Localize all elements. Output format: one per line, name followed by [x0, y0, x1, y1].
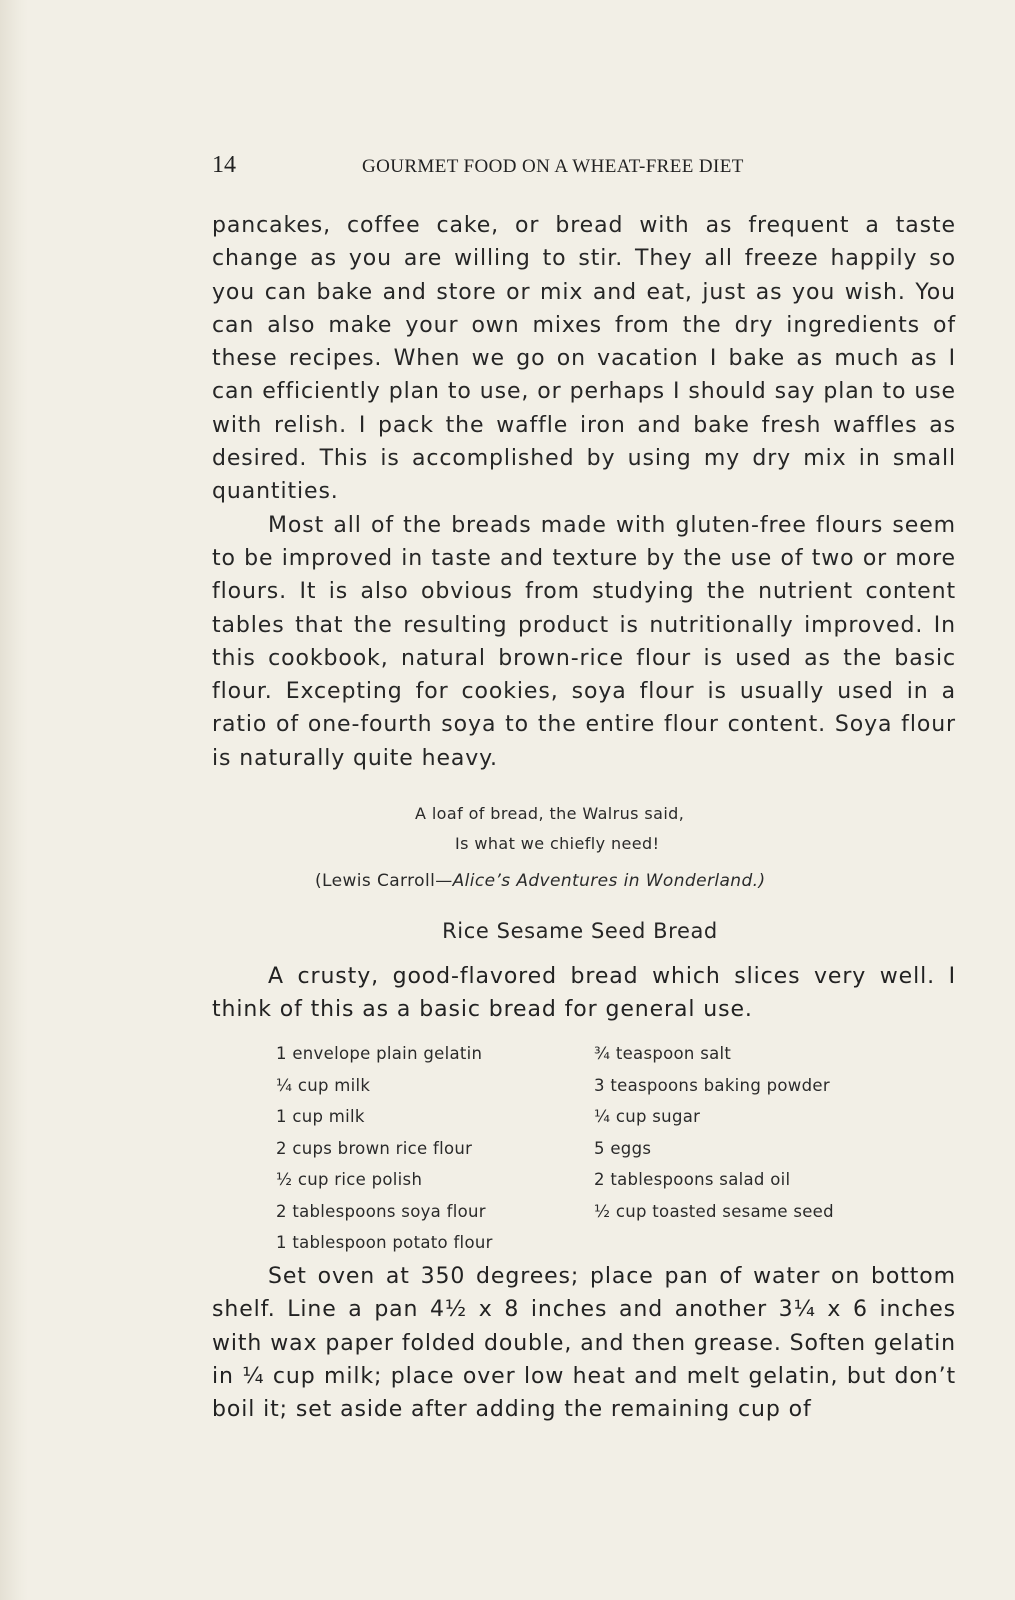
ingredient-item: ½ cup rice polish — [276, 1170, 423, 1189]
body-text — [212, 209, 956, 775]
ingredient-item: ¼ cup sugar — [594, 1107, 701, 1126]
ingredient-item: ¾ teaspoon salt — [594, 1044, 732, 1063]
running-head: GOURMET FOOD ON A WHEAT-FREE DIET — [362, 156, 744, 177]
quote-line-2: Is what we chiefly need! — [455, 834, 660, 853]
paragraph-2: Most all of the breads made with gluten-free flours seem to be improved in taste and texture by the use of two or more flours. It is also obvious from studying the nutrient content tables that the resulting product is nutritionally improved. In this cookbook, natural brown-rice flour is used as the basic flour. Excepting for cookies, soya flour is usually used in a ratio of one-fourth soya to the entire flour content. Soya flour is naturally quite heavy. — [212, 512, 956, 771]
paragraph-1: pancakes, coffee cake, or bread with as frequent a taste change as you are willing to stir. They all freeze happily so you can bake and store or mix and eat, just as you wish. You can also make your own mixes from the dry ingredients of these recipes. When we go on vacation I bake as much as I can efficiently plan to use, or perhaps I should say plan to use with relish. I pack the waffle iron and bake fresh waffles as desired. This is accomplished by using my dry mix in small quantities. — [212, 213, 956, 505]
ingredient-item: 2 tablespoons soya flour — [276, 1201, 486, 1221]
ingredient-item: 2 tablespoons salad oil — [594, 1170, 791, 1189]
ingredient-item: ¼ cup milk — [276, 1075, 371, 1095]
ingredients-right-column — [594, 1038, 834, 1227]
ingredients-left-column — [276, 1038, 493, 1259]
ingredient-item: 3 teaspoons baking powder — [594, 1075, 830, 1095]
ingredient-item: 1 tablespoon potato flour — [276, 1233, 493, 1252]
quote-attribution — [315, 867, 765, 895]
book-spine-shadow — [0, 0, 28, 1600]
ingredient-item: 1 cup milk — [276, 1107, 365, 1126]
page-header — [212, 152, 826, 184]
recipe-title: Rice Sesame Seed Bread — [442, 919, 718, 943]
ingredient-item: ½ cup toasted sesame seed — [594, 1201, 834, 1221]
ingredient-item: 2 cups brown rice flour — [276, 1138, 473, 1158]
recipe-intro: A crusty, good-flavored bread which slices very well. I think of this as a basic bread for general use. — [212, 964, 956, 1023]
ingredient-item: 1 envelope plain gelatin — [276, 1044, 483, 1063]
attribution-author: (Lewis Carroll— — [315, 871, 453, 891]
recipe-method: Set oven at 350 degrees; place pan of water on bottom shelf. Line a pan 4½ x 8 inches and another 3¼ x 6 inches with wax paper folded double, and then grease. Soften gelatin in ¼ cup milk; place over low heat and melt gelatin, but don’t boil it; set aside after adding the remaining cup of — [212, 1264, 956, 1423]
page-number: 14 — [212, 152, 236, 178]
attribution-title: Alice’s Adventures in Wonderland.) — [452, 871, 766, 891]
quote-line-1: A loaf of bread, the Walrus said, — [415, 804, 685, 823]
ingredient-item: 5 eggs — [594, 1138, 652, 1158]
